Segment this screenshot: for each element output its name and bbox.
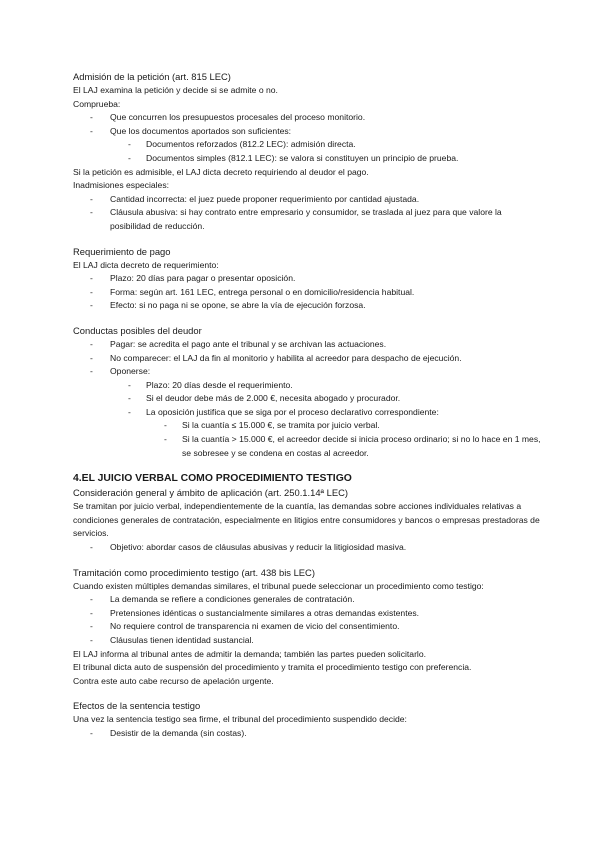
list-item: - Oponerse: xyxy=(73,365,543,379)
list-item: - No comparecer: el LAJ da fin al monitorio y habilita al acreedor para despacho de ejecución. xyxy=(73,352,543,366)
section-heading-consideracion: Consideración general y ámbito de aplicación (art. 250.1.14ª LEC) xyxy=(73,487,348,499)
list-item: - Forma: según art. 161 LEC, entrega personal o en domicilio/residencia habitual. xyxy=(73,286,543,300)
list-item: - Cantidad incorrecta: el juez puede proponer requerimiento por cantidad ajustada. xyxy=(73,193,543,207)
paragraph: El LAJ dicta decreto de requerimiento: xyxy=(73,259,219,270)
bullet-dash: - xyxy=(128,379,131,390)
bullet-dash: - xyxy=(90,207,93,218)
section-heading-efectos: Efectos de la sentencia testigo xyxy=(73,700,201,712)
list-item: - Si el deudor debe más de 2.000 €, necesita abogado y procurador. xyxy=(73,392,543,406)
bullet-dash: - xyxy=(90,366,93,377)
list-item: - Cláusulas tienen identidad sustancial. xyxy=(73,634,543,648)
list-item: - La oposición justifica que se siga por el proceso declarativo correspondiente: xyxy=(73,406,543,420)
list-item: - Efecto: si no paga ni se opone, se abre la vía de ejecución forzosa. xyxy=(73,299,543,313)
paragraph: Una vez la sentencia testigo sea firme, el tribunal del procedimiento suspendido decide: xyxy=(73,714,407,725)
list-item: - Que concurren los presupuestos procesales del proceso monitorio. xyxy=(73,111,543,125)
list-item: - Si la cuantía ≤ 15.000 €, se tramita por juicio verbal. xyxy=(73,419,543,433)
section-heading-requerimiento: Requerimiento de pago xyxy=(73,245,171,257)
bullet-dash: - xyxy=(90,594,93,605)
list-item: - La demanda se refiere a condiciones generales de contratación. xyxy=(73,593,543,607)
bullet-dash: - xyxy=(90,352,93,363)
bullet-dash: - xyxy=(90,112,93,123)
list-item: - Desistir de la demanda (sin costas). xyxy=(73,727,543,741)
list-item: - Pagar: se acredita el pago ante el tribunal y se archivan las actuaciones. xyxy=(73,338,543,352)
bullet-dash: - xyxy=(90,338,93,349)
paragraph: Si la petición es admisible, el LAJ dicta decreto requiriendo al deudor el pago. xyxy=(73,166,369,177)
list-item: - Si la cuantía > 15.000 €, el acreedor decide si inicia proceso ordinario; si no lo hace en 1 mes, se sobresee y se condena en costas al acreedor. xyxy=(164,434,541,458)
bullet-dash: - xyxy=(90,273,93,284)
bullet-dash: - xyxy=(128,406,131,417)
label-inadmisiones: Inadmisiones especiales: xyxy=(73,180,170,191)
bullet-dash: - xyxy=(90,193,93,204)
bullet-dash: - xyxy=(164,434,167,445)
list-item: - Documentos reforzados (812.2 LEC): admisión directa. xyxy=(73,138,543,152)
list-item: - Plazo: 20 días para pagar o presentar oposición. xyxy=(73,272,543,286)
bullet-dash: - xyxy=(90,300,93,311)
bullet-dash: - xyxy=(128,152,131,163)
list-item: - Pretensiones idénticas o sustancialmente similares a otras demandas existentes. xyxy=(73,607,543,621)
bullet-dash: - xyxy=(90,125,93,136)
bullet-dash: - xyxy=(128,393,131,404)
bullet-dash: - xyxy=(90,542,93,553)
list-item: - Cláusula abusiva: si hay contrato entre empresario y consumidor, se traslada al juez para que valore la posibilidad de reducción. xyxy=(90,207,502,231)
bullet-dash: - xyxy=(128,139,131,150)
bullet-dash: - xyxy=(90,635,93,645)
paragraph: El LAJ examina la petición y decide si se admite o no. xyxy=(73,85,278,95)
paragraph: Cuando existen múltiples demandas similares, el tribunal puede seleccionar un procedimiento como testigo: xyxy=(73,580,484,591)
paragraph: El tribunal dicta auto de suspensión del procedimiento y tramita el procedimiento testigo con preferencia. xyxy=(73,662,472,673)
paragraph: Contra este auto cabe recurso de apelación urgente. xyxy=(73,675,274,686)
bullet-dash: - xyxy=(90,621,93,632)
chapter-title: 4.EL JUICIO VERBAL COMO PROCEDIMIENTO TESTIGO xyxy=(73,473,352,485)
document-page xyxy=(73,70,543,741)
bullet-dash: - xyxy=(164,420,167,431)
list-item: - Plazo: 20 días desde el requerimiento. xyxy=(73,379,543,393)
list-item: - Que los documentos aportados son suficientes: xyxy=(73,125,543,139)
paragraph: Se tramitan por juicio verbal, independientemente de la cuantía, las demandas sobre acciones individuales relativas a condiciones generales de contratación, especialmente en litigios entre consumidores y bancos o empresas prestadoras de servicios. xyxy=(73,501,540,539)
section-heading-admision: Admisión de la petición (art. 815 LEC) xyxy=(73,71,231,82)
bullet-dash: - xyxy=(90,286,93,297)
bullet-dash: - xyxy=(90,727,93,738)
paragraph: El LAJ informa al tribunal antes de admitir la demanda; también las partes pueden solicitarlo. xyxy=(73,648,427,659)
list-item: - No requiere control de transparencia ni examen de vicio del consentimiento. xyxy=(73,620,543,634)
list-item: - Objetivo: abordar casos de cláusulas abusivas y reducir la litigiosidad masiva. xyxy=(73,541,543,555)
bullet-dash: - xyxy=(90,607,93,618)
section-heading-conductas: Conductas posibles del deudor xyxy=(73,324,202,336)
label-comprueba: Comprueba: xyxy=(73,98,121,109)
section-heading-tramitacion: Tramitación como procedimiento testigo (art. 438 bis LEC) xyxy=(73,566,315,578)
list-item: - Documentos simples (812.1 LEC): se valora si constituyen un principio de prueba. xyxy=(73,152,543,166)
